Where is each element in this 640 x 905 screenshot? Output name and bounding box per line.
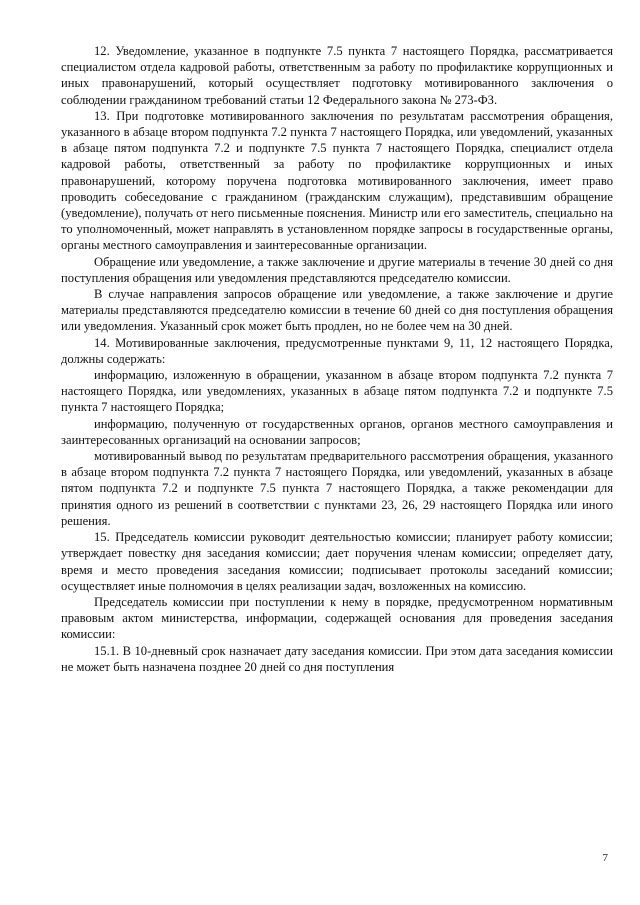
paragraph-12: 12. Уведомление, указанное в подпункте 7.5 пункта 7 настоящего Порядка, рассматривается специалистом отдела кадровой работы, ответственным за работу по профилактике коррупционных и иных правонарушений, который осуществляет подготовку мотивированного заключения о соблюдении гражданином требований статьи 12 Федерального закона № 273-ФЗ. xyxy=(61,44,613,107)
paragraph-14-item-3: мотивированный вывод по результатам предварительного рассмотрения обращения, указанного в абзаце втором подпункта 7.2 пункта 7 настоящего Порядка, или уведомлений, указанных в абзаце пятом подпункта 7.2 и подпункте 7.5 пункта 7 настоящего Порядка, а также рекомендации для принятия одного из решений в соответствии с пунктами 23, 26, 29 настоящего Порядка или иного решения. xyxy=(61,449,613,528)
paragraph-13-materials: Обращение или уведомление, а также заключение и другие материалы в течение 30 дней со дня поступления обращения или уведомления представляются председателю комиссии. xyxy=(61,254,613,285)
document-page xyxy=(61,43,613,675)
paragraph-14-item-1: информацию, изложенную в обращении, указанном в абзаце втором подпункта 7.2 пункта 7 настоящего Порядка, или уведомлениях, указанных в абзаце пятом подпункта 7.2 и подпункте 7.5 пункта 7 настоящего Порядка; xyxy=(61,368,613,415)
paragraph-15-1: 15.1. В 10-дневный срок назначает дату заседания комиссии. При этом дата заседания комиссии не может быть назначена позднее 20 дней со дня поступления xyxy=(61,643,613,674)
paragraph-13-requests: В случае направления запросов обращение или уведомление, а также заключение и другие материалы представляются председателю комиссии в течение 60 дней со дня поступления обращения или уведомления. Указанный срок может быть продлен, но не более чем на 30 дней. xyxy=(61,287,613,334)
paragraph-15-intro: Председатель комиссии при поступлении к нему в порядке, предусмотренном нормативным правовым актом министерства, информации, содержащей основания для проведения заседания комиссии: xyxy=(61,594,613,642)
page-number: 7 xyxy=(602,852,608,864)
paragraph-14: 14. Мотивированные заключения, предусмотренные пунктами 9, 11, 12 настоящего Порядка, должны содержать: xyxy=(61,335,613,366)
paragraph-13: 13. При подготовке мотивированного заключения по результатам рассмотрения обращения, указанного в абзаце втором подпункта 7.2 пункта 7 настоящего Порядка, или уведомлений, указанных в абзаце пятом подпункта 7.2 и подпункте 7.5 пункта 7 настоящего Порядка, специалист отдела кадровой работы, ответственный за работу по профилактике коррупционных и иных правонарушений, которому поручена подготовка мотивированного заключения, имеет право проводить собеседование с гражданином (гражданским служащим), представившим обращение (уведомление), получать от него письменные пояснения. Министр или его заместитель, специально на то уполномоченный, может направлять в установленном порядке запросы в государственные органы, органы местного самоуправления и заинтересованные организации. xyxy=(61,108,613,253)
paragraph-15: 15. Председатель комиссии руководит деятельностью комиссии; планирует работу комиссии; утверждает повестку дня заседания комиссии; дает поручения членам комиссии; определяет дату, время и место проведения заседания комиссии; подписывает протоколы заседаний комиссии; осуществляет иные полномочия в целях реализации задач, возложенных на комиссию. xyxy=(61,530,613,593)
paragraph-14-item-2: информацию, полученную от государственных органов, органов местного самоуправления и заинтересованных организаций на основании запросов; xyxy=(61,416,613,447)
